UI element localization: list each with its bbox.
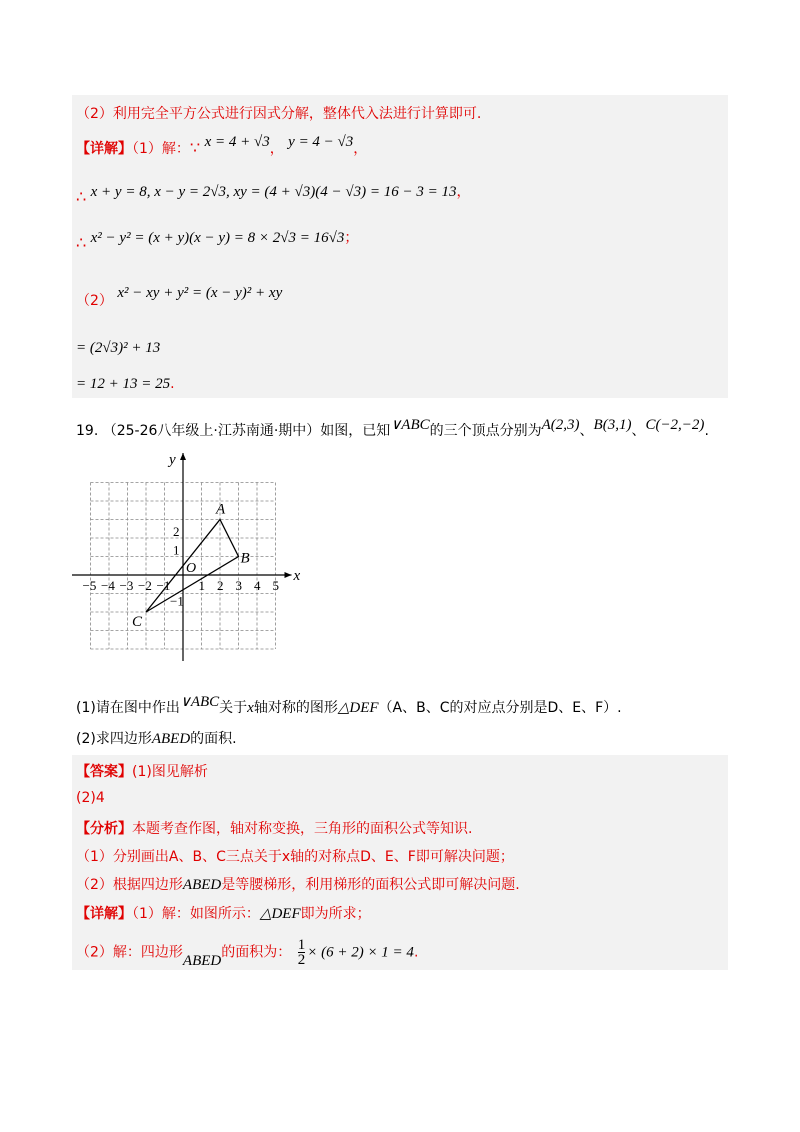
detail-step-2 [76,938,418,967]
x-tick-label: 1 [198,578,205,593]
a2-b: 是等腰梯形，利用梯形的面积公式即可解决问题. [221,877,520,893]
point-c-coord: C(−2,−2) [645,417,705,433]
d2-end: . [413,944,419,961]
x-value: x = 4 + √3 [204,134,270,150]
p1-d: （A、B、C的对应点分别是D、E、F）. [378,700,622,716]
question-mid: 的三个顶点分别为 [429,423,542,439]
detail-tag-2: 【详解】 [76,906,132,922]
sum-diff-product: x + y = 8, x − y = 2√3, xy = (4 + √3)(4 − √3) = 16 − 3 = 13 [90,184,457,200]
analysis-step-1: （1）分别画出A、B、C三点关于x轴的对称点D、E、F即可解决问题； [76,849,514,865]
p1-a: (1)请在图中作出 [76,700,180,716]
question-end: . [704,423,709,439]
d1-b: 即为所求； [300,906,371,922]
x-axis-arrow [285,572,292,578]
x-tick-label: −4 [101,578,115,593]
x-tick-label: 2 [217,578,224,593]
point-label-a: A [216,501,226,518]
final-result: = 12 + 13 = 25 [76,376,171,392]
point-label-b: B [240,550,250,567]
x-tick-label: 4 [254,578,261,593]
part2-prefix: （2） [76,293,113,309]
d2-abed: ABED [182,952,222,969]
fraction-numerator: 1 [297,937,306,953]
question-number: 19. [76,423,99,439]
period-1: . [170,376,175,392]
p1-def: △DEF [337,700,379,716]
origin-label: O [186,561,197,576]
analysis-tag: 【分析】 [76,821,132,837]
comma-1: ， [269,141,284,157]
a2-a: （2）根据四边形 [76,877,183,893]
triangle-abc: ∨ABC [390,417,430,433]
answer-tag: 【答案】 [76,764,132,780]
expression-rewrite: x² − xy + y² = (x − y)² + xy [117,285,283,301]
coordinate-graph [70,450,310,670]
detail-line-3 [76,227,359,252]
x-tick-label: −1 [156,578,171,593]
x-tick-label: 5 [272,578,279,593]
because-symbol: ∵ [189,138,201,157]
method-line-2: （2）利用完全平方公式进行因式分解，整体代入法进行计算即可. [76,106,482,122]
y-axis-label: y [169,452,176,468]
semicolon: ； [344,230,359,246]
x-tick-label: 3 [235,578,242,593]
p1-b: 关于 [219,700,248,716]
area-computation: × (6 + 2) × 1 = 4 [307,944,414,961]
d2-a: （2）解：四边形 [76,944,183,961]
comma-2: ， [353,141,368,157]
p1-c: 轴对称的图形 [253,700,338,716]
detail-line-4 [76,282,283,309]
part-1-question [76,694,622,717]
question-source: （25-26八年级上·江苏南通·期中）如图，已知 [102,423,391,439]
comma-3: ， [456,184,471,200]
x-tick-label: −3 [119,578,134,593]
y-tick-label: −1 [170,593,184,609]
answer-line-1 [76,761,208,781]
x-axis-label: x [293,568,301,584]
d2-b: 的面积为： [221,944,292,961]
detail-line-6 [76,376,175,393]
detail-line-5: = (2√3)² + 13 [76,340,161,356]
x-tick-label: −2 [138,578,152,593]
detail-step-1 [76,903,371,923]
sep-1: 、 [579,423,594,439]
sep-2: 、 [631,423,646,439]
point-a-coord: A(2,3) [541,417,580,433]
y-value: y = 4 − √3 [288,134,354,150]
analysis-step-2 [76,874,520,894]
p1-x: x [247,700,254,716]
detail-line-1 [76,134,368,158]
d1-a: （1）解：如图所示： [132,906,260,922]
p2-abed: ABED [151,731,191,747]
p2-b: 的面积. [190,731,237,747]
y-tick-label: 2 [173,524,180,539]
point-b-coord: B(3,1) [593,417,632,433]
x-tick-label: −5 [82,578,97,593]
part-2-question [76,728,237,748]
one-half-fraction [298,938,306,967]
solve-prefix: （1）解： [132,141,190,157]
p2-a: (2)求四边形 [76,731,152,747]
question-19 [76,417,709,440]
square-difference: x² − y² = (x + y)(x − y) = 8 × 2√3 = 16√3 [90,230,345,246]
answer-line-2: (2)4 [76,790,105,806]
therefore-symbol-2: ∴ [76,233,87,252]
p1-triangle: ∨ABC [179,694,220,710]
y-axis-arrow [180,453,186,460]
d1-def: △DEF [259,906,301,922]
analysis-text: 本题考查作图，轴对称变换，三角形的面积公式等知识. [132,821,473,837]
analysis-line [76,818,472,838]
detail-line-2 [76,181,471,206]
therefore-symbol-1: ∴ [76,187,87,206]
point-label-c: C [132,614,143,630]
detail-tag: 【详解】 [76,141,132,157]
a2-abed: ABED [182,877,222,893]
answer-1: (1)图见解析 [132,764,208,780]
fraction-denominator: 2 [297,952,306,968]
y-tick-label: 1 [173,542,180,558]
